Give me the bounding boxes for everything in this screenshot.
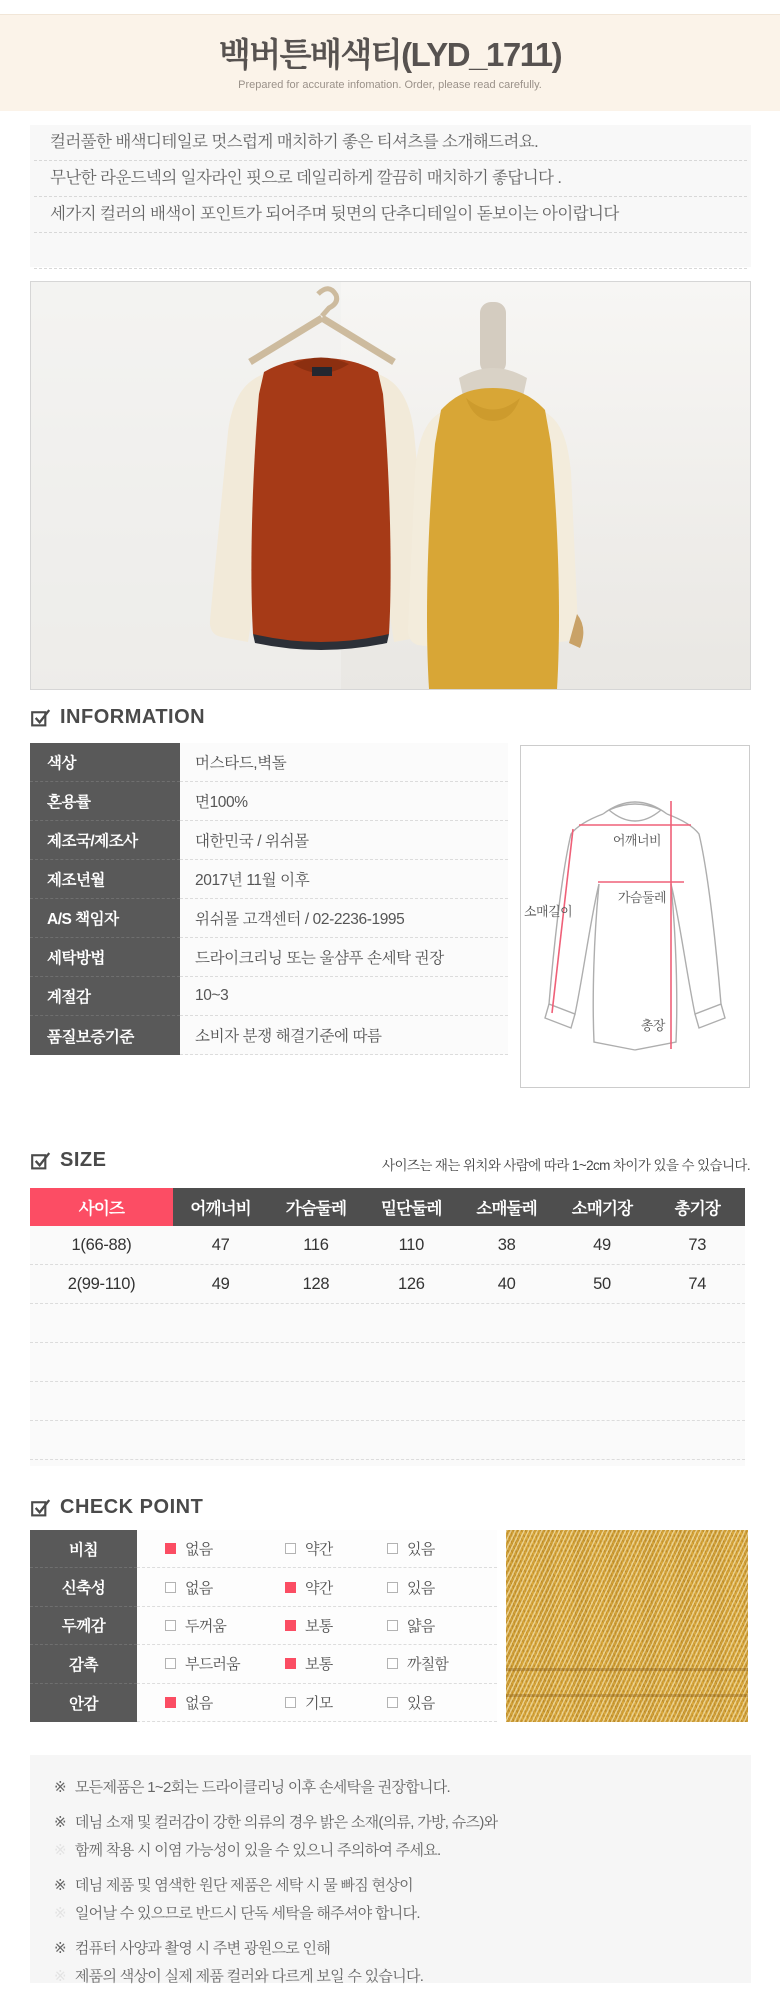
- check-label: 신축성: [30, 1568, 137, 1606]
- size-column-header: 사이즈: [30, 1188, 173, 1226]
- size-table-header: [30, 1188, 745, 1226]
- size-cell: 49: [211, 1274, 230, 1293]
- note-item: [54, 1774, 741, 1802]
- info-value: 드라이크리닝 또는 울샴푸 손세탁 권장: [180, 938, 508, 977]
- table-row: [30, 782, 508, 821]
- note-item: [54, 1872, 741, 1928]
- check-option: 부드러움: [165, 1653, 285, 1674]
- description-line: 컬러풀한 배색디테일로 멋스럽게 매치하기 좋은 티셔츠를 소개해드려요.: [34, 125, 747, 161]
- checkbox-icon: [387, 1543, 398, 1554]
- note-text: 데님 소재 및 컬러감이 강한 의류의 경우 밝은 소재(의류, 가방, 슈즈)와: [74, 1814, 498, 1831]
- info-label: 계절감: [30, 977, 180, 1016]
- check-label: 안감: [30, 1684, 137, 1722]
- header-subtitle: Prepared for accurate infomation. Order, please read carefully.: [238, 79, 542, 91]
- table-row: [30, 938, 508, 977]
- checkbox-icon: [285, 1697, 296, 1708]
- info-label: 색상: [30, 743, 180, 782]
- size-cell: 38: [497, 1235, 516, 1254]
- diagram-label-chest: 가슴둘레: [617, 890, 667, 905]
- check-option: 까칠함: [387, 1653, 497, 1674]
- note-text: 제품의 색상이 실제 제품 컬러와 다르게 보일 수 있습니다.: [74, 1968, 424, 1985]
- note-marker: ※: [54, 1877, 66, 1894]
- table-row: [30, 1684, 497, 1722]
- info-label: 제조국/제조사: [30, 821, 180, 860]
- check-label: 비침: [30, 1530, 137, 1568]
- note-marker: ※: [54, 1814, 66, 1831]
- note-text: 일어날 수 있으므로 반드시 단독 세탁을 해주셔야 합니다.: [74, 1905, 420, 1922]
- mustard-shirt-body: [427, 388, 559, 689]
- table-row-empty: [30, 1304, 745, 1343]
- fabric-swatch-image: [506, 1530, 748, 1722]
- check-label: 감촉: [30, 1645, 137, 1683]
- table-row-empty: [30, 1343, 745, 1382]
- info-label: 혼용률: [30, 782, 180, 821]
- size-cell: 2(99-110): [67, 1274, 136, 1293]
- check-option: 약간: [285, 1538, 387, 1559]
- table-row: [30, 1607, 497, 1645]
- size-column-header: 소매둘레: [459, 1188, 554, 1226]
- check-option: 없음: [165, 1538, 285, 1559]
- size-cell: 126: [398, 1274, 425, 1293]
- check-option: 있음: [387, 1577, 497, 1598]
- size-column-header: 어깨너비: [173, 1188, 268, 1226]
- table-row: [30, 1016, 508, 1055]
- product-photo-illustration: [31, 282, 750, 689]
- note-marker: ※: [54, 1940, 66, 1957]
- table-row: [30, 1530, 497, 1568]
- checkbox-icon: [165, 1697, 176, 1708]
- info-label: A/S 책임자: [30, 899, 180, 938]
- checkbox-check-icon: [30, 707, 51, 728]
- info-label: 제조년월: [30, 860, 180, 899]
- note-text: 컴퓨터 사양과 촬영 시 주변 광원으로 인해: [74, 1940, 331, 1957]
- size-column-header: 소매기장: [554, 1188, 649, 1226]
- checkbox-check-icon: [30, 1150, 51, 1171]
- table-row: [30, 899, 508, 938]
- check-point-table: [30, 1530, 497, 1722]
- note-marker-faint: ※: [54, 1842, 66, 1859]
- size-column-header: 밑단둘레: [364, 1188, 459, 1226]
- checkbox-icon: [387, 1658, 398, 1669]
- check-option: 없음: [165, 1577, 285, 1598]
- check-option: 보통: [285, 1653, 387, 1674]
- size-cell: 116: [303, 1235, 329, 1254]
- info-value: 면100%: [180, 782, 508, 821]
- checkbox-icon: [165, 1658, 176, 1669]
- description-line: 무난한 라운드넥의 일자라인 핏으로 데일리하게 깔끔히 매치하기 좋답니다 .: [34, 161, 747, 197]
- checkbox-icon: [387, 1620, 398, 1631]
- info-value: 머스타드,벽돌: [180, 743, 508, 782]
- size-cell: 40: [497, 1274, 516, 1293]
- note-marker-faint: ※: [54, 1968, 66, 1985]
- table-row: [30, 1645, 497, 1683]
- check-option: 두꺼움: [165, 1615, 285, 1636]
- measurement-diagram: [520, 745, 750, 1088]
- notes-box: [30, 1755, 751, 1983]
- checkbox-icon: [165, 1543, 176, 1554]
- product-photo: [30, 281, 751, 690]
- checkbox-icon: [285, 1658, 296, 1669]
- check-option: 기모: [285, 1692, 387, 1713]
- checkbox-icon: [387, 1582, 398, 1593]
- size-cell: 128: [302, 1274, 330, 1293]
- note-text: 데님 제품 및 염색한 원단 제품은 세탁 시 물 빠짐 현상이: [74, 1877, 413, 1894]
- description-line: 세가지 컬러의 배색이 포인트가 되어주며 뒷면의 단추디테일이 돋보이는 아이랍니다: [34, 197, 747, 233]
- check-option: 있음: [387, 1538, 497, 1559]
- note-text: 모든제품은 1~2회는 드라이클리닝 이후 손세탁을 권장합니다.: [74, 1779, 450, 1796]
- note-marker-faint: ※: [54, 1905, 66, 1922]
- information-heading: [30, 706, 205, 729]
- size-heading-label: SIZE: [60, 1149, 107, 1171]
- information-table: [30, 743, 508, 1055]
- brick-shirt-body: [251, 358, 390, 648]
- description-box: [30, 125, 751, 267]
- size-table: [30, 1188, 745, 1466]
- note-item: [54, 1935, 741, 1991]
- size-column-header: 총기장: [650, 1188, 745, 1226]
- information-heading-label: INFORMATION: [60, 706, 206, 728]
- size-cell: 1(66-88): [71, 1235, 132, 1254]
- size-cell: 74: [688, 1274, 707, 1293]
- product-title: 백버튼배색티(LYD_1711): [218, 36, 562, 73]
- diagram-label-sleeve: 소매길이: [524, 904, 573, 919]
- size-cell: 50: [593, 1274, 611, 1293]
- info-label: 세탁방법: [30, 938, 180, 977]
- info-value: 2017년 11월 이후: [180, 860, 508, 899]
- check-option: 약간: [285, 1577, 387, 1598]
- info-value: 소비자 분쟁 해결기준에 따름: [180, 1016, 508, 1055]
- checkbox-icon: [387, 1697, 398, 1708]
- checkbox-icon: [285, 1620, 296, 1631]
- checkbox-icon: [165, 1620, 176, 1631]
- check-label: 두께감: [30, 1607, 137, 1645]
- note-text: 함께 착용 시 이염 가능성이 있을 수 있으니 주의하여 주세요.: [74, 1842, 441, 1859]
- table-row: [30, 1265, 745, 1304]
- size-cell: 110: [398, 1235, 425, 1254]
- table-row: [30, 743, 508, 782]
- size-cell: 73: [688, 1235, 707, 1254]
- check-point-heading-label: CHECK POINT: [60, 1496, 204, 1518]
- page-header: [0, 14, 780, 111]
- checkbox-icon: [285, 1543, 296, 1554]
- info-value: 10~3: [180, 977, 508, 1016]
- checkbox-check-icon: [30, 1497, 51, 1518]
- size-note: 사이즈는 재는 위치와 사람에 따라 1~2cm 차이가 있을 수 있습니다.: [382, 1158, 750, 1173]
- size-heading: [30, 1149, 106, 1172]
- size-column-header: 가슴둘레: [268, 1188, 363, 1226]
- checkbox-icon: [285, 1582, 296, 1593]
- table-row: [30, 1568, 497, 1606]
- info-label: 품질보증기준: [30, 1016, 180, 1055]
- size-cell: 47: [211, 1235, 230, 1254]
- note-item: [54, 1809, 741, 1865]
- diagram-label-total: 총장: [640, 1018, 665, 1033]
- description-line-empty: [34, 233, 747, 269]
- table-row: [30, 977, 508, 1016]
- table-row: [30, 1226, 745, 1265]
- info-value: 대한민국 / 위쉬몰: [180, 821, 508, 860]
- diagram-label-shoulder: 어깨너비: [612, 833, 662, 848]
- size-cell: 49: [593, 1235, 611, 1254]
- check-option: 있음: [387, 1692, 497, 1713]
- table-row: [30, 860, 508, 899]
- check-point-heading: [30, 1496, 203, 1519]
- table-row-empty: [30, 1421, 745, 1460]
- table-row: [30, 821, 508, 860]
- check-option: 보통: [285, 1615, 387, 1636]
- check-option: 얇음: [387, 1615, 497, 1636]
- checkbox-icon: [165, 1582, 176, 1593]
- check-option: 없음: [165, 1692, 285, 1713]
- info-value: 위쉬몰 고객센터 / 02-2236-1995: [180, 899, 508, 938]
- note-marker: ※: [54, 1779, 66, 1796]
- size-table-body: [30, 1226, 745, 1466]
- brand-tag: [312, 367, 332, 376]
- table-row-empty: [30, 1382, 745, 1421]
- shirt-diagram-illustration: [521, 746, 749, 1087]
